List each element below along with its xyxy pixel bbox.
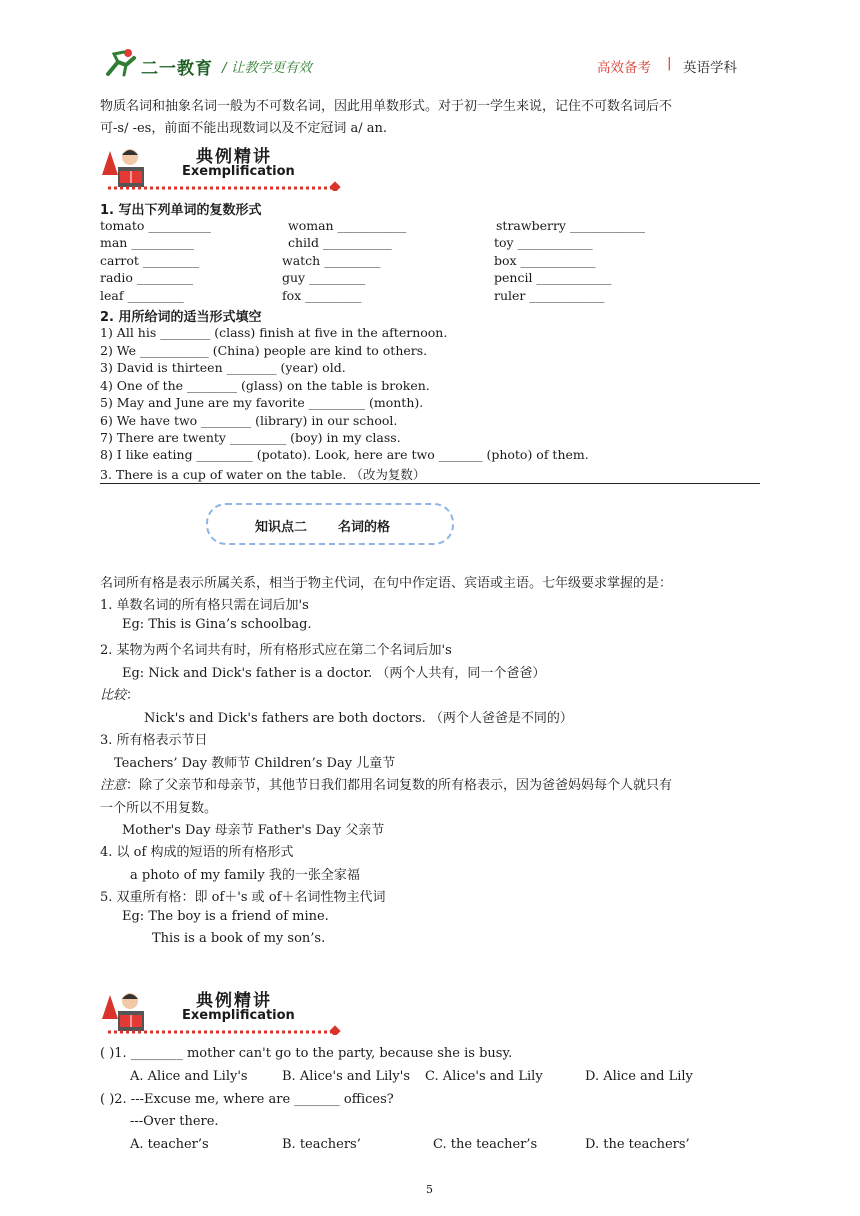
option: D. Alice and Lily xyxy=(585,1069,693,1084)
page-number: 5 xyxy=(426,1183,433,1196)
grid-cell: carrot _________ xyxy=(100,253,200,268)
list-item: 8) I like eating _________ (potato). Look, here are two _______ (photo) of them. xyxy=(100,447,589,462)
divider-line xyxy=(100,483,760,484)
slogan: / 让教学更有效 xyxy=(222,60,312,76)
grid-cell: watch _________ xyxy=(282,253,381,268)
list-item: 3) David is thirteen ________ (year) old. xyxy=(100,360,346,375)
exemplification-banner xyxy=(100,989,342,1035)
option: B. teachers’ xyxy=(282,1137,361,1152)
rule-1: 1. 单数名词的所有格只需在词后加's xyxy=(100,598,309,613)
section3-line: 3. There is a cup of water on the table. （改为复数） xyxy=(100,467,426,482)
grid-cell: fox _________ xyxy=(282,288,362,303)
note-text: ：除了父亲节和母亲节，其他节日我们都用名词复数的所有格表示，因为爸爸妈妈每个人就只有 xyxy=(126,778,673,793)
question-2-stem: ( )2. ---Excuse me, where are _______ offices? xyxy=(100,1092,394,1107)
banner-title-en: Exemplification xyxy=(182,1008,295,1023)
grid-cell: guy _________ xyxy=(282,270,366,285)
banner-title-cn: 典例精讲 xyxy=(196,991,272,1011)
list-item: 5) May and June are my favorite _________ (month). xyxy=(100,395,424,410)
section1-heading: 1. 写出下列单词的复数形式 xyxy=(100,203,262,218)
compare-colon: ： xyxy=(126,688,140,703)
logo-text: 二一教育 xyxy=(141,59,213,79)
grid-cell: strawberry ____________ xyxy=(496,218,645,233)
grid-cell: pencil ____________ xyxy=(494,270,612,285)
grid-cell: toy ____________ xyxy=(494,235,593,250)
rule-4: 4. 以 of 构成的短语的所有格形式 xyxy=(100,845,294,860)
option: C. Alice's and Lily xyxy=(425,1069,543,1084)
runner-logo-icon xyxy=(104,48,140,78)
list-item: 2) We ___________ (China) people are kind to others. xyxy=(100,343,428,358)
note-line-2: 一个所以不用复数。 xyxy=(100,801,218,816)
banner-title-en: Exemplification xyxy=(182,164,295,179)
note-line xyxy=(100,774,672,793)
question-1-stem: ( )1. ________ mother can't go to the party, because she is busy. xyxy=(100,1046,513,1061)
rule-2: 2. 某物为两个名词共有时，所有格形式应在第二个名词后加's xyxy=(100,643,452,658)
grid-cell: man __________ xyxy=(100,235,194,250)
option: A. Alice and Lily's xyxy=(130,1069,248,1084)
rule-3: 3. 所有格表示节日 xyxy=(100,733,208,748)
knowledge-point-box xyxy=(206,503,454,545)
rule-5: 5. 双重所有格：即 of＋'s 或 of＋名词性物主代词 xyxy=(100,890,386,905)
grid-cell: child ___________ xyxy=(288,235,392,250)
section2-heading: 2. 用所给词的适当形式填空 xyxy=(100,310,262,325)
list-item: 4) One of the ________ (glass) on the table is broken. xyxy=(100,378,430,393)
option: C. the teacher’s xyxy=(433,1137,538,1152)
rule-5-example-2: This is a book of my son’s. xyxy=(152,931,326,946)
rule-2-example: Eg: Nick and Dick's father is a doctor. （两个人共有，同一个爸爸） xyxy=(122,666,546,681)
compare-example: Nick's and Dick's fathers are both doctors. （两个人爸爸是不同的） xyxy=(144,711,573,726)
list-item: 6) We have two ________ (library) in our school. xyxy=(100,413,398,428)
list-item: 1) All his ________ (class) finish at five in the afternoon. xyxy=(100,325,448,340)
grid-cell: woman ___________ xyxy=(288,218,407,233)
knowledge-point-title: 名词的格 xyxy=(338,520,391,535)
rule-1-example: Eg: This is Gina’s schoolbag. xyxy=(122,617,312,632)
possessive-intro: 名词所有格是表示所属关系，相当于物主代词，在句中作定语、宾语或主语。七年级要求掌握的是： xyxy=(100,576,673,591)
intro-line-1: 物质名词和抽象名词一般为不可数名词，因此用单数形式。对于初一学生来说，记住不可数名词后不 xyxy=(100,99,673,114)
question-2-reply: ---Over there. xyxy=(130,1114,219,1129)
grid-cell: box ____________ xyxy=(494,253,596,268)
compare-label-line xyxy=(100,684,139,703)
option: B. Alice's and Lily's xyxy=(282,1069,410,1084)
rule-3-example-2: Mother's Day 母亲节 Father's Day 父亲节 xyxy=(122,823,385,838)
option: A. teacher’s xyxy=(130,1137,209,1152)
rule-3-example: Teachers’ Day 教师节 Children’s Day 儿童节 xyxy=(114,756,396,771)
grid-cell: ruler ____________ xyxy=(494,288,605,303)
rule-5-example-1: Eg: The boy is a friend of mine. xyxy=(122,909,329,924)
grid-cell: tomato __________ xyxy=(100,218,211,233)
note-label: 注意 xyxy=(100,778,127,793)
grid-cell: leaf _________ xyxy=(100,288,184,303)
list-item: 7) There are twenty _________ (boy) in my class. xyxy=(100,430,401,445)
option: D. the teachers’ xyxy=(585,1137,690,1152)
knowledge-point-label: 知识点二 xyxy=(255,520,308,535)
intro-line-2: 可-s/ -es，前面不能出现数词以及不定冠词 a/ an. xyxy=(100,121,387,136)
compare-label: 比较 xyxy=(100,688,127,703)
banner-title-cn: 典例精讲 xyxy=(196,147,272,167)
header-right-b: 英语学科 xyxy=(683,60,737,76)
header-right-a: 高效备考 xyxy=(597,60,651,76)
rule-4-example: a photo of my family 我的一张全家福 xyxy=(130,868,360,883)
exemplification-banner xyxy=(100,145,342,191)
grid-cell: radio _________ xyxy=(100,270,194,285)
header-divider: | xyxy=(667,55,672,71)
